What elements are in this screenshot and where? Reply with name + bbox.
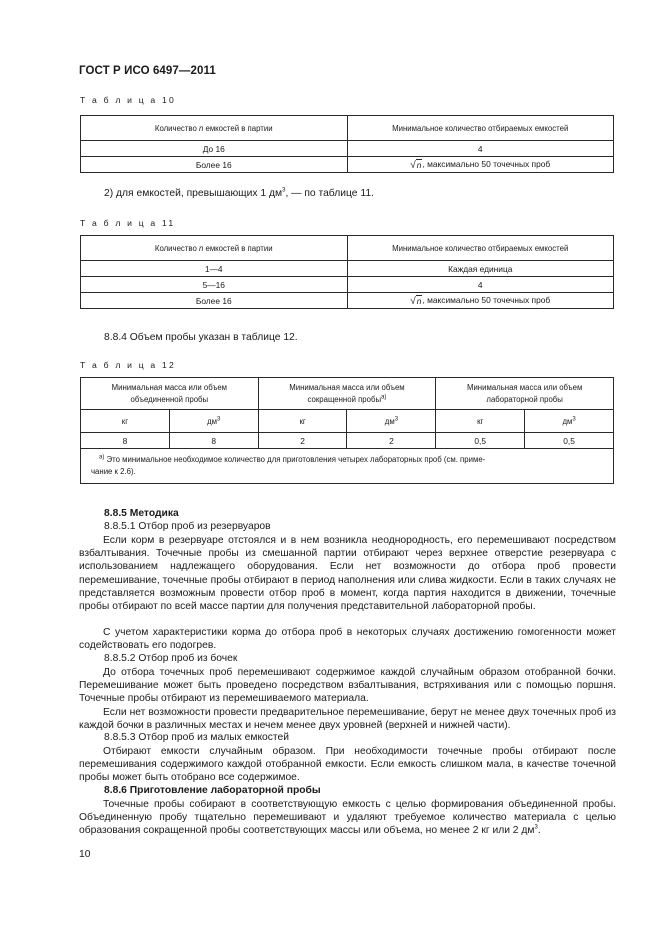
table-units-row [81, 410, 614, 433]
table-header-row [81, 378, 614, 410]
table11-caption: Т а б л и ц а 11 [80, 218, 176, 228]
table-header-cell: Минимальное количество отбираемых емкостей [347, 236, 614, 261]
table-cell: 1—4 [81, 261, 348, 277]
table-header-row [81, 236, 614, 261]
table-cell: До 16 [81, 141, 348, 157]
table-header-row [81, 116, 614, 141]
table12-caption: Т а б л и ц а 12 [80, 360, 176, 370]
section-8-8-5: 8.8.5 Методика [104, 508, 179, 519]
table-row [81, 261, 614, 277]
table-cell: √n, максимально 50 точечных проб [347, 293, 614, 309]
table-row [81, 157, 614, 173]
text-item-2: 2) для емкостей, превышающих 1 $дм^3$, — по таблице 11. [104, 187, 374, 199]
document-title: ГОСТ Р ИСО 6497—2011 [79, 65, 216, 77]
table-cell: 5—16 [81, 277, 348, 293]
unit-cell: $дм^3$ [525, 410, 614, 433]
table-10 [80, 115, 614, 173]
table-cell: 0,5 [436, 433, 525, 449]
sqrt-symbol: √n [410, 295, 422, 307]
table-cell: 0,5 [525, 433, 614, 449]
table-cell: 4 [347, 277, 614, 293]
table-header-cell: Количество n емкостей в партии [81, 116, 348, 141]
paragraph: Если нет возможности провести предварительное перемешивание, берут не менее двух точечных проб из каждой бочки в различных местах и нечем менее двух уровней (верхней и нижней части). [79, 707, 616, 732]
table-cell: 2 [258, 433, 347, 449]
sqrt-symbol: √n [410, 159, 422, 171]
table-note: $^{а)}$ Это минимальное необходимое количество для приготовления четырех лабораторных проб (см. приме- чание к 2.6). [81, 449, 614, 484]
table-11 [80, 235, 614, 309]
table-cell: √n, максимально 50 точечных проб [347, 157, 614, 173]
table-row [81, 293, 614, 309]
table-header-cell: Минимальная масса или объем сокращенной пробы$^{а)}$ [258, 378, 436, 410]
table-cell: 4 [347, 141, 614, 157]
unit-cell: кг [81, 410, 170, 433]
section-8-8-6: 8.8.6 Приготовление лабораторной пробы [104, 785, 321, 796]
table-cell: Каждая единица [347, 261, 614, 277]
table-header-cell: Минимальная масса или объем объединенной пробы [81, 378, 259, 410]
table-header-cell: Количество n емкостей в партии [81, 236, 348, 261]
table-cell: 2 [347, 433, 436, 449]
table10-caption: Т а б л и ц а 10 [80, 95, 176, 105]
table-row [81, 277, 614, 293]
paragraph: До отбора точечных проб перемешивают содержимое каждой случайным образом отобранной бочки. Перемешивание может быть проведено посредством взбалтывания, встряхивания или с помощью поршня. Точечные пробы отбирают из перемешиваемого материала. [79, 667, 616, 705]
table-header-cell: Минимальная масса или объем лабораторной пробы [436, 378, 614, 410]
table-header-cell: Минимальное количество отбираемых емкостей [347, 116, 614, 141]
table-row [81, 141, 614, 157]
table-12 [80, 377, 614, 484]
table-row [81, 433, 614, 449]
section-8-8-5-3: 8.8.5.3 Отбор проб из малых емкостей [104, 732, 290, 743]
paragraph: Отбирают емкости случайным образом. При необходимости точечные пробы отбирают после перемешивания содержимого каждой отобранной емкости. Если емкость слишком мала, в качестве точечной пробы может быть отобрано все содержимое. [79, 746, 616, 784]
unit-cell: кг [436, 410, 525, 433]
section-8-8-5-2: 8.8.5.2 Отбор проб из бочек [104, 653, 238, 664]
paragraph: Точечные пробы собирают в соответствующую емкость с целью формирования объединенной пробы. Объединенную пробу тщательно перемешивают и удаляют требуемое количество материала с целью образования сокращенной пробы соответствующих массы или объема, но менее 2 кг или 2 $дм^3$. [79, 799, 616, 837]
page-number: 10 [79, 849, 91, 860]
paragraph: Если корм в резервуаре отстоялся и в нем возникла неоднородность, его перемешивают посредством взбалтывания. Точечные пробы из смешанной партии отбирают через верхнее отверстие резервуара с использованием надлежащего оборудования. Если нет возможности до отбора проб провести перемешивание, точечные пробы отбирают в период наполнения или слива жидкости. Если в таких случаях не представляется возможным провести отбор проб в момент, когда партия находится в движении, точечные пробы отбирают по всей массе партии для получения представительной лабораторной пробы. [79, 535, 616, 613]
table-note-row [81, 449, 614, 484]
unit-cell: кг [258, 410, 347, 433]
table-cell: 8 [169, 433, 258, 449]
table-cell: Более 16 [81, 293, 348, 309]
table-cell: 8 [81, 433, 170, 449]
unit-cell: $дм^3$ [169, 410, 258, 433]
table-cell: Более 16 [81, 157, 348, 173]
section-8-8-4: 8.8.4 Объем пробы указан в таблице 12. [104, 332, 298, 343]
section-8-8-5-1: 8.8.5.1 Отбор проб из резервуаров [104, 521, 271, 532]
unit-cell: $дм^3$ [347, 410, 436, 433]
paragraph: С учетом характеристики корма до отбора проб в некоторых случаях достижению гомогенности может содействовать его подогрев. [79, 627, 616, 652]
